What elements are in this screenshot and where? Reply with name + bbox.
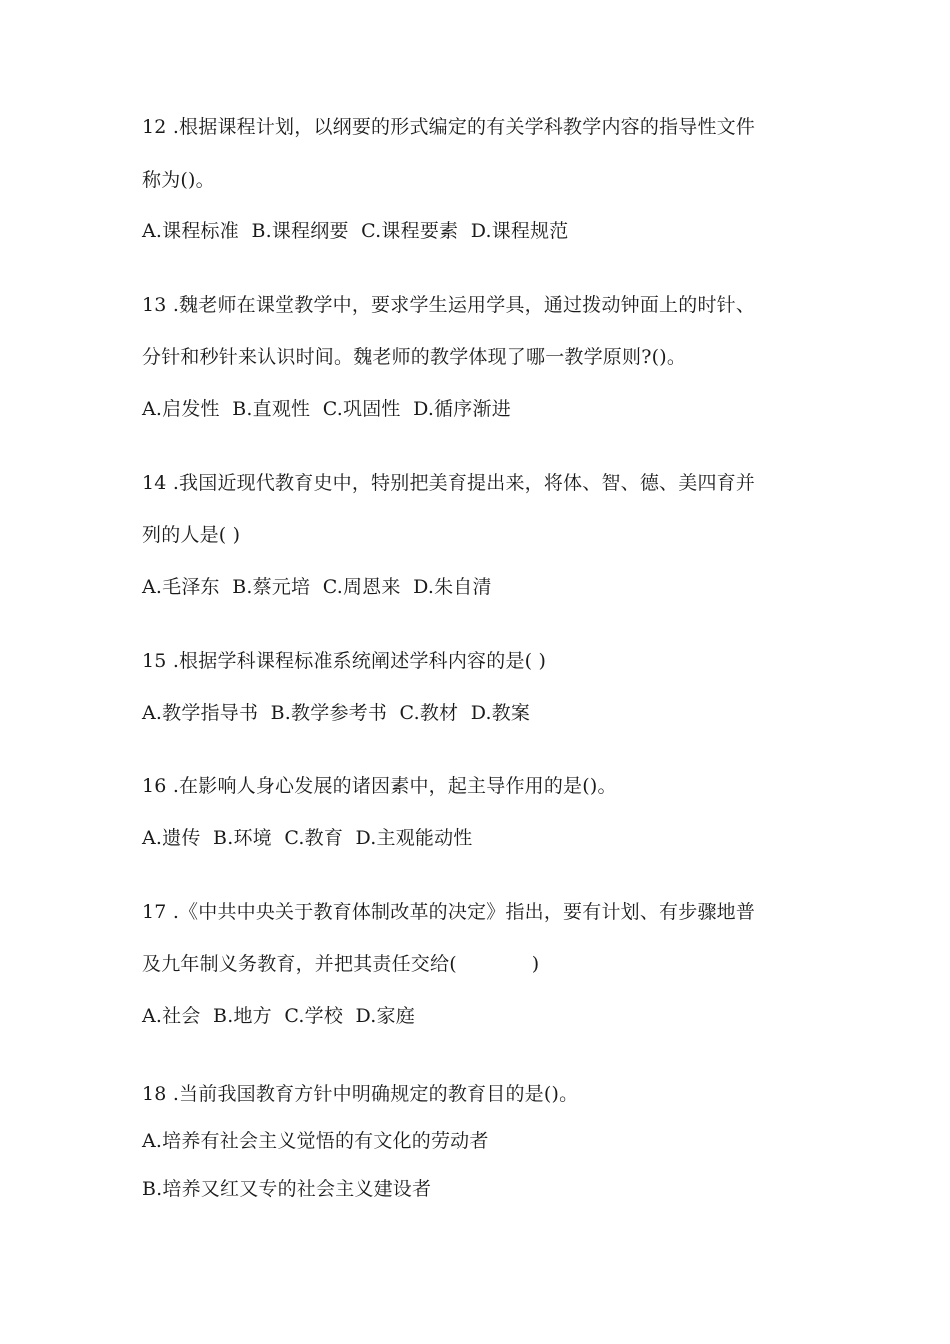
question-13-line-1: 13 .魏老师在课堂教学中，要求学生运用学具，通过拨动钟面上的时针、 (142, 294, 756, 316)
question-18-option-b: B.培养又红又专的社会主义建设者 (142, 1178, 432, 1200)
question-18-line-1: 18 .当前我国教育方针中明确规定的教育目的是()。 (142, 1083, 579, 1105)
question-14-line-2: 列的人是( ) (142, 524, 241, 546)
question-18-option-a: A.培养有社会主义觉悟的有文化的劳动者 (142, 1130, 489, 1152)
question-13-line-2: 分针和秒针来认识时间。魏老师的教学体现了哪一教学原则?()。 (142, 346, 687, 368)
question-17-options: A.社会 B.地方 C.学校 D.家庭 (142, 1005, 415, 1027)
question-15-line-1: 15 .根据学科课程标准系统阐述学科内容的是( ) (142, 650, 547, 672)
question-12-line-1: 12 .根据课程计划，以纲要的形式编定的有关学科教学内容的指导性文件 (142, 116, 756, 138)
question-12-line-2: 称为()。 (142, 169, 215, 191)
question-16-line-1: 16 .在影响人身心发展的诸因素中，起主导作用的是()。 (142, 775, 617, 797)
question-17-line-1: 17 .《中共中央关于教育体制改革的决定》指出，要有计划、有步骤地普 (142, 901, 756, 923)
question-13-options: A.启发性 B.直观性 C.巩固性 D.循序渐进 (142, 398, 511, 420)
question-17-line-2: 及九年制义务教育，并把其责任交给( ) (142, 953, 540, 975)
question-14-line-1: 14 .我国近现代教育史中，特别把美育提出来，将体、智、德、美四育并 (142, 472, 756, 494)
question-14-options: A.毛泽东 B.蔡元培 C.周恩来 D.朱自清 (142, 576, 492, 598)
question-15-options: A.教学指导书 B.教学参考书 C.教材 D.教案 (142, 702, 531, 724)
question-12-options: A.课程标准 B.课程纲要 C.课程要素 D.课程规范 (142, 220, 569, 242)
question-16-options: A.遗传 B.环境 C.教育 D.主观能动性 (142, 827, 473, 849)
